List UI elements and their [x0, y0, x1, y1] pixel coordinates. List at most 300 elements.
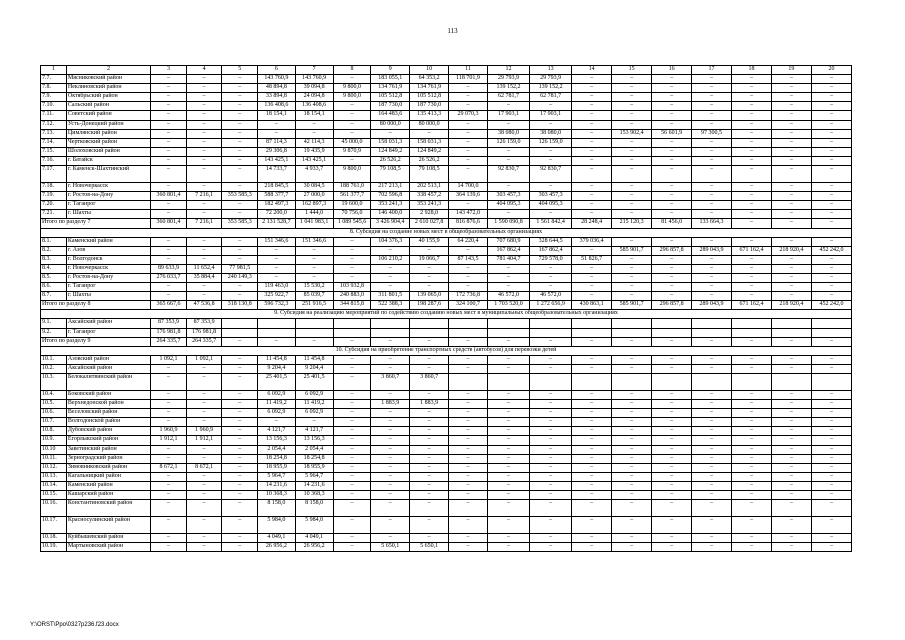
table-cell: 5 964,7 — [295, 472, 333, 481]
table-cell: 18 254,8 — [295, 454, 333, 463]
table-cell: – — [333, 337, 371, 346]
table-cell: – — [771, 283, 811, 292]
table-cell: – — [732, 129, 772, 138]
table-cell: 452 242,0 — [811, 301, 851, 310]
table-cell: – — [572, 418, 612, 427]
municipality-name: Усть-Донецкий район — [66, 120, 150, 129]
table-cell: – — [692, 255, 732, 264]
table-cell: – — [572, 210, 612, 219]
table-cell: – — [371, 418, 410, 427]
table-cell: – — [487, 183, 529, 192]
table-cell: – — [771, 355, 811, 364]
table-cell: 781 404,7 — [487, 255, 529, 264]
table-cell: 17 903,1 — [530, 111, 572, 120]
footer-file-path: Y:\ORST\Ppo\0327p236.f23.docx — [30, 622, 119, 628]
municipality-name: Мартыновский район — [66, 543, 150, 552]
row-number: 9.2. — [41, 328, 67, 337]
table-cell: – — [612, 273, 652, 282]
table-cell: – — [295, 129, 333, 138]
table-cell: – — [771, 264, 811, 273]
table-cell: – — [530, 273, 572, 282]
table-cell: – — [811, 237, 851, 246]
table-cell: 29 793,9 — [530, 75, 572, 84]
table-cell: 79 108,5 — [371, 166, 410, 183]
table-cell: – — [612, 355, 652, 364]
table-cell — [222, 319, 258, 328]
table-cell: – — [371, 283, 410, 292]
table-cell: – — [487, 355, 529, 364]
table-row — [41, 292, 852, 301]
table-row — [41, 463, 852, 472]
table-cell: – — [530, 481, 572, 490]
table-cell: 167 862,4 — [487, 246, 529, 255]
table-cell: – — [333, 500, 371, 517]
table-cell: – — [692, 391, 732, 400]
table-cell: – — [732, 409, 772, 418]
table-cell: – — [771, 292, 811, 301]
table-cell: – — [487, 283, 529, 292]
municipality-name: Куйбышевский район — [66, 534, 150, 543]
row-number: 7.19. — [41, 192, 67, 201]
table-cell: – — [811, 445, 851, 454]
table-cell: 11 454,8 — [258, 355, 296, 364]
table-cell: – — [449, 543, 488, 552]
table-cell: – — [771, 183, 811, 192]
table-cell: 124 849,2 — [371, 147, 410, 156]
table-cell: – — [811, 292, 851, 301]
table-cell: – — [732, 491, 772, 500]
table-cell: – — [692, 463, 732, 472]
table-cell: – — [151, 129, 187, 138]
column-number: 8 — [333, 66, 371, 75]
municipality-name: Октябрьский район — [66, 93, 150, 102]
column-number: 15 — [612, 66, 652, 75]
table-cell: – — [612, 463, 652, 472]
table-cell: 151 346,6 — [258, 237, 296, 246]
row-number: 7.8. — [41, 84, 67, 93]
table-cell: – — [612, 418, 652, 427]
table-cell: – — [692, 436, 732, 445]
table-cell: – — [487, 534, 529, 543]
table-cell: – — [449, 84, 488, 93]
table-cell: – — [811, 138, 851, 147]
table-cell: – — [151, 138, 187, 147]
column-number: 10 — [410, 66, 449, 75]
section-total-row — [41, 219, 852, 228]
table-row — [41, 391, 852, 400]
row-number: 7.15. — [41, 147, 67, 156]
table-cell: – — [410, 355, 449, 364]
section-title: 8. Субсидия на создание новых мест в общеобразовательных организациях — [41, 228, 852, 237]
table-cell: – — [186, 210, 222, 219]
table-cell: – — [732, 273, 772, 282]
table-cell: – — [371, 517, 410, 534]
table-cell: – — [530, 472, 572, 481]
table-cell: 106 210,2 — [371, 255, 410, 264]
table-cell: 365 667,6 — [151, 301, 187, 310]
table-cell: – — [771, 454, 811, 463]
table-cell — [449, 328, 488, 337]
table-cell: – — [222, 445, 258, 454]
table-cell: – — [410, 427, 449, 436]
table-cell: – — [186, 500, 222, 517]
table-cell: – — [222, 517, 258, 534]
table-cell: – — [771, 543, 811, 552]
table-cell: – — [692, 445, 732, 454]
table-cell: 338 457,2 — [410, 192, 449, 201]
table-cell: – — [612, 337, 652, 346]
table-cell: 18 154,1 — [295, 111, 333, 120]
table-cell: – — [572, 391, 612, 400]
table-cell: – — [371, 472, 410, 481]
table-cell: – — [333, 364, 371, 373]
table-cell: 13 156,3 — [295, 436, 333, 445]
table-cell: – — [333, 543, 371, 552]
table-cell: – — [572, 472, 612, 481]
table-cell: – — [530, 337, 572, 346]
table-row — [41, 491, 852, 500]
table-cell: – — [222, 400, 258, 409]
table-cell: – — [692, 210, 732, 219]
table-cell — [692, 328, 732, 337]
table-cell: – — [151, 391, 187, 400]
table-cell — [333, 319, 371, 328]
table-cell: 303 457,3 — [530, 192, 572, 201]
table-cell: – — [410, 454, 449, 463]
table-cell: – — [692, 472, 732, 481]
table-cell: – — [732, 283, 772, 292]
table-cell: – — [186, 491, 222, 500]
table-cell: – — [449, 93, 488, 102]
table-cell: – — [487, 156, 529, 165]
table-cell: – — [811, 166, 851, 183]
table-cell: 51 826,7 — [572, 255, 612, 264]
table-cell: 17 903,1 — [487, 111, 529, 120]
table-row — [41, 237, 852, 246]
table-cell: 87 114,3 — [258, 138, 296, 147]
table-cell — [530, 328, 572, 337]
table-cell: 27 000,0 — [295, 192, 333, 201]
table-cell: – — [333, 517, 371, 534]
table-cell: – — [652, 472, 692, 481]
table-cell: 240 149,3 — [222, 273, 258, 282]
table-cell: – — [811, 391, 851, 400]
table-cell: 215 120,3 — [612, 219, 652, 228]
table-cell — [692, 374, 732, 391]
table-cell: 87 143,5 — [449, 255, 488, 264]
table-cell: – — [652, 500, 692, 517]
table-cell: 276 033,7 — [151, 273, 187, 282]
table-cell: 3 426 904,4 — [371, 219, 410, 228]
section-heading-row — [41, 346, 852, 355]
table-cell: – — [371, 445, 410, 454]
table-cell: – — [410, 391, 449, 400]
table-cell — [295, 319, 333, 328]
table-cell: 45 000,0 — [333, 138, 371, 147]
table-cell: 15 530,2 — [295, 283, 333, 292]
table-cell: – — [652, 264, 692, 273]
section-total-row — [41, 301, 852, 310]
table-cell: – — [692, 409, 732, 418]
table-cell: – — [652, 481, 692, 490]
table-cell: – — [572, 183, 612, 192]
row-number: 7.18. — [41, 183, 67, 192]
table-cell: – — [530, 534, 572, 543]
table-cell: – — [771, 463, 811, 472]
table-cell: 77 981,5 — [222, 264, 258, 273]
table-cell: – — [186, 111, 222, 120]
table-cell: – — [186, 129, 222, 138]
table-row — [41, 436, 852, 445]
table-cell — [612, 319, 652, 328]
table-cell: 118 701,9 — [449, 75, 488, 84]
table-cell: – — [811, 409, 851, 418]
table-cell: – — [572, 264, 612, 273]
table-cell: – — [449, 156, 488, 165]
table-row — [41, 246, 852, 255]
table-cell: – — [487, 364, 529, 373]
table-cell: – — [410, 129, 449, 138]
table-cell: – — [572, 138, 612, 147]
table-cell: – — [222, 111, 258, 120]
table-cell: 2 610 027,8 — [410, 219, 449, 228]
table-cell: – — [652, 93, 692, 102]
table-cell: 40 155,9 — [410, 237, 449, 246]
municipality-name: г. Ростов-на-Дону — [66, 192, 150, 201]
row-number: 10.12. — [41, 463, 67, 472]
table-cell: – — [449, 454, 488, 463]
row-number: 7.17. — [41, 166, 67, 183]
table-cell — [811, 328, 851, 337]
table-cell: – — [652, 201, 692, 210]
table-cell: – — [692, 418, 732, 427]
column-number: 14 — [572, 66, 612, 75]
table-cell: – — [771, 517, 811, 534]
table-cell: – — [449, 391, 488, 400]
table-cell — [449, 319, 488, 328]
table-cell: – — [186, 93, 222, 102]
table-cell: – — [732, 102, 772, 111]
table-cell: – — [572, 337, 612, 346]
table-cell — [487, 374, 529, 391]
table-row — [41, 355, 852, 364]
table-cell: – — [692, 283, 732, 292]
table-cell: – — [222, 543, 258, 552]
table-cell: – — [530, 463, 572, 472]
row-number: 7.10. — [41, 102, 67, 111]
table-cell: – — [371, 391, 410, 400]
table-cell — [572, 319, 612, 328]
table-cell: 8 158,0 — [258, 500, 296, 517]
table-cell: – — [410, 364, 449, 373]
table-cell: – — [692, 102, 732, 111]
table-cell: – — [811, 418, 851, 427]
table-cell — [410, 328, 449, 337]
municipality-name: Цимлянский район — [66, 129, 150, 138]
table-cell: – — [487, 491, 529, 500]
municipality-name: г. Шахты — [66, 210, 150, 219]
table-cell: 158 031,3 — [410, 138, 449, 147]
table-cell: 30 084,5 — [295, 183, 333, 192]
table-cell: – — [186, 201, 222, 210]
table-cell: – — [186, 246, 222, 255]
table-cell: – — [652, 237, 692, 246]
table-cell: – — [222, 463, 258, 472]
section-heading-row — [41, 310, 852, 319]
table-cell: – — [222, 364, 258, 373]
table-cell: – — [186, 138, 222, 147]
table-cell — [811, 374, 851, 391]
table-row — [41, 400, 852, 409]
table-cell: 103 932,8 — [333, 283, 371, 292]
table-cell: – — [530, 120, 572, 129]
table-cell: 6 092,9 — [295, 391, 333, 400]
table-cell: 124 849,2 — [410, 147, 449, 156]
table-cell: 4 049,1 — [295, 534, 333, 543]
row-number: 7.9. — [41, 93, 67, 102]
table-cell: 596 732,3 — [258, 301, 296, 310]
table-cell: – — [333, 102, 371, 111]
table-cell: 5 964,7 — [258, 472, 296, 481]
table-cell: – — [333, 374, 371, 391]
table-cell: – — [732, 517, 772, 534]
table-cell: 172 736,8 — [449, 292, 488, 301]
table-row — [41, 374, 852, 391]
table-cell: – — [732, 183, 772, 192]
table-cell: – — [811, 84, 851, 93]
table-cell: – — [771, 129, 811, 138]
table-cell: – — [222, 292, 258, 301]
table-cell: – — [151, 102, 187, 111]
table-cell: 202 513,1 — [410, 183, 449, 192]
table-cell: 19 600,0 — [333, 201, 371, 210]
table-cell: 251 916,5 — [295, 301, 333, 310]
table-cell: – — [295, 418, 333, 427]
table-cell: – — [222, 355, 258, 364]
table-cell: 328 644,5 — [530, 237, 572, 246]
table-cell: 19 066,7 — [410, 255, 449, 264]
table-cell: – — [732, 201, 772, 210]
table-cell: 135 413,3 — [410, 111, 449, 120]
table-cell: – — [572, 491, 612, 500]
table-cell: 1 092,1 — [151, 355, 187, 364]
table-cell: – — [449, 427, 488, 436]
table-cell: 1 960,9 — [186, 427, 222, 436]
table-cell: – — [487, 500, 529, 517]
row-number: 10.5. — [41, 400, 67, 409]
table-cell: 7 216,1 — [186, 219, 222, 228]
table-cell: 10 368,3 — [258, 491, 296, 500]
table-cell: 136 408,6 — [295, 102, 333, 111]
table-cell: – — [572, 364, 612, 373]
table-cell: 11 419,2 — [295, 400, 333, 409]
table-cell: – — [295, 337, 333, 346]
table-cell: 360 801,4 — [151, 219, 187, 228]
table-cell: 1 912,1 — [186, 436, 222, 445]
table-cell: 707 680,9 — [487, 237, 529, 246]
section-heading-row — [41, 228, 852, 237]
table-cell: 353 585,3 — [222, 192, 258, 201]
table-cell: – — [410, 409, 449, 418]
table-cell: – — [771, 400, 811, 409]
table-cell: – — [487, 409, 529, 418]
table-cell: – — [222, 102, 258, 111]
table-cell: – — [732, 445, 772, 454]
table-cell: – — [652, 400, 692, 409]
table-cell: – — [572, 246, 612, 255]
municipality-name: г. Волгодонск — [66, 255, 150, 264]
table-cell: – — [692, 454, 732, 463]
table-cell: 1 272 656,9 — [530, 301, 572, 310]
table-cell: – — [652, 147, 692, 156]
table-cell: – — [811, 75, 851, 84]
table-cell: – — [732, 454, 772, 463]
table-cell: – — [222, 166, 258, 183]
table-cell: – — [186, 409, 222, 418]
table-cell: – — [771, 84, 811, 93]
table-cell: – — [222, 481, 258, 490]
table-cell: 139 152,2 — [530, 84, 572, 93]
table-row — [41, 129, 852, 138]
table-cell: 353 241,3 — [410, 201, 449, 210]
table-row — [41, 454, 852, 463]
table-cell: – — [771, 472, 811, 481]
table-cell — [771, 319, 811, 328]
table-cell: 48 894,8 — [258, 84, 296, 93]
municipality-name: г. Таганрог — [66, 201, 150, 210]
table-cell: 151 346,6 — [295, 237, 333, 246]
table-cell: 167 862,4 — [530, 246, 572, 255]
table-cell: – — [652, 491, 692, 500]
table-cell: – — [652, 534, 692, 543]
table-cell: – — [222, 237, 258, 246]
table-cell: – — [692, 147, 732, 156]
table-cell: 46 572,0 — [487, 292, 529, 301]
municipality-name: Сальский район — [66, 102, 150, 111]
table-cell: – — [572, 481, 612, 490]
table-cell: – — [811, 534, 851, 543]
table-cell: – — [652, 75, 692, 84]
table-cell: – — [333, 111, 371, 120]
table-cell: – — [612, 255, 652, 264]
table-cell: – — [449, 445, 488, 454]
municipality-name: Зимовниковский район — [66, 463, 150, 472]
table-cell: – — [186, 183, 222, 192]
table-cell: 325 922,7 — [258, 292, 296, 301]
table-cell: – — [732, 543, 772, 552]
table-cell: 183 055,1 — [371, 75, 410, 84]
table-cell: – — [652, 436, 692, 445]
table-cell: – — [652, 102, 692, 111]
table-cell: – — [222, 337, 258, 346]
table-cell: – — [333, 418, 371, 427]
table-cell: – — [295, 246, 333, 255]
column-number: 9 — [371, 66, 410, 75]
table-cell: – — [692, 192, 732, 201]
row-number: 10.3. — [41, 374, 67, 391]
table-cell: – — [692, 111, 732, 120]
table-cell: – — [186, 454, 222, 463]
table-cell: – — [530, 409, 572, 418]
table-cell: – — [692, 517, 732, 534]
table-cell: – — [771, 166, 811, 183]
column-number: 19 — [771, 66, 811, 75]
table-cell: – — [222, 246, 258, 255]
row-number: 10.1. — [41, 355, 67, 364]
table-cell: – — [530, 454, 572, 463]
table-cell: – — [487, 543, 529, 552]
table-cell: 28 248,4 — [572, 219, 612, 228]
